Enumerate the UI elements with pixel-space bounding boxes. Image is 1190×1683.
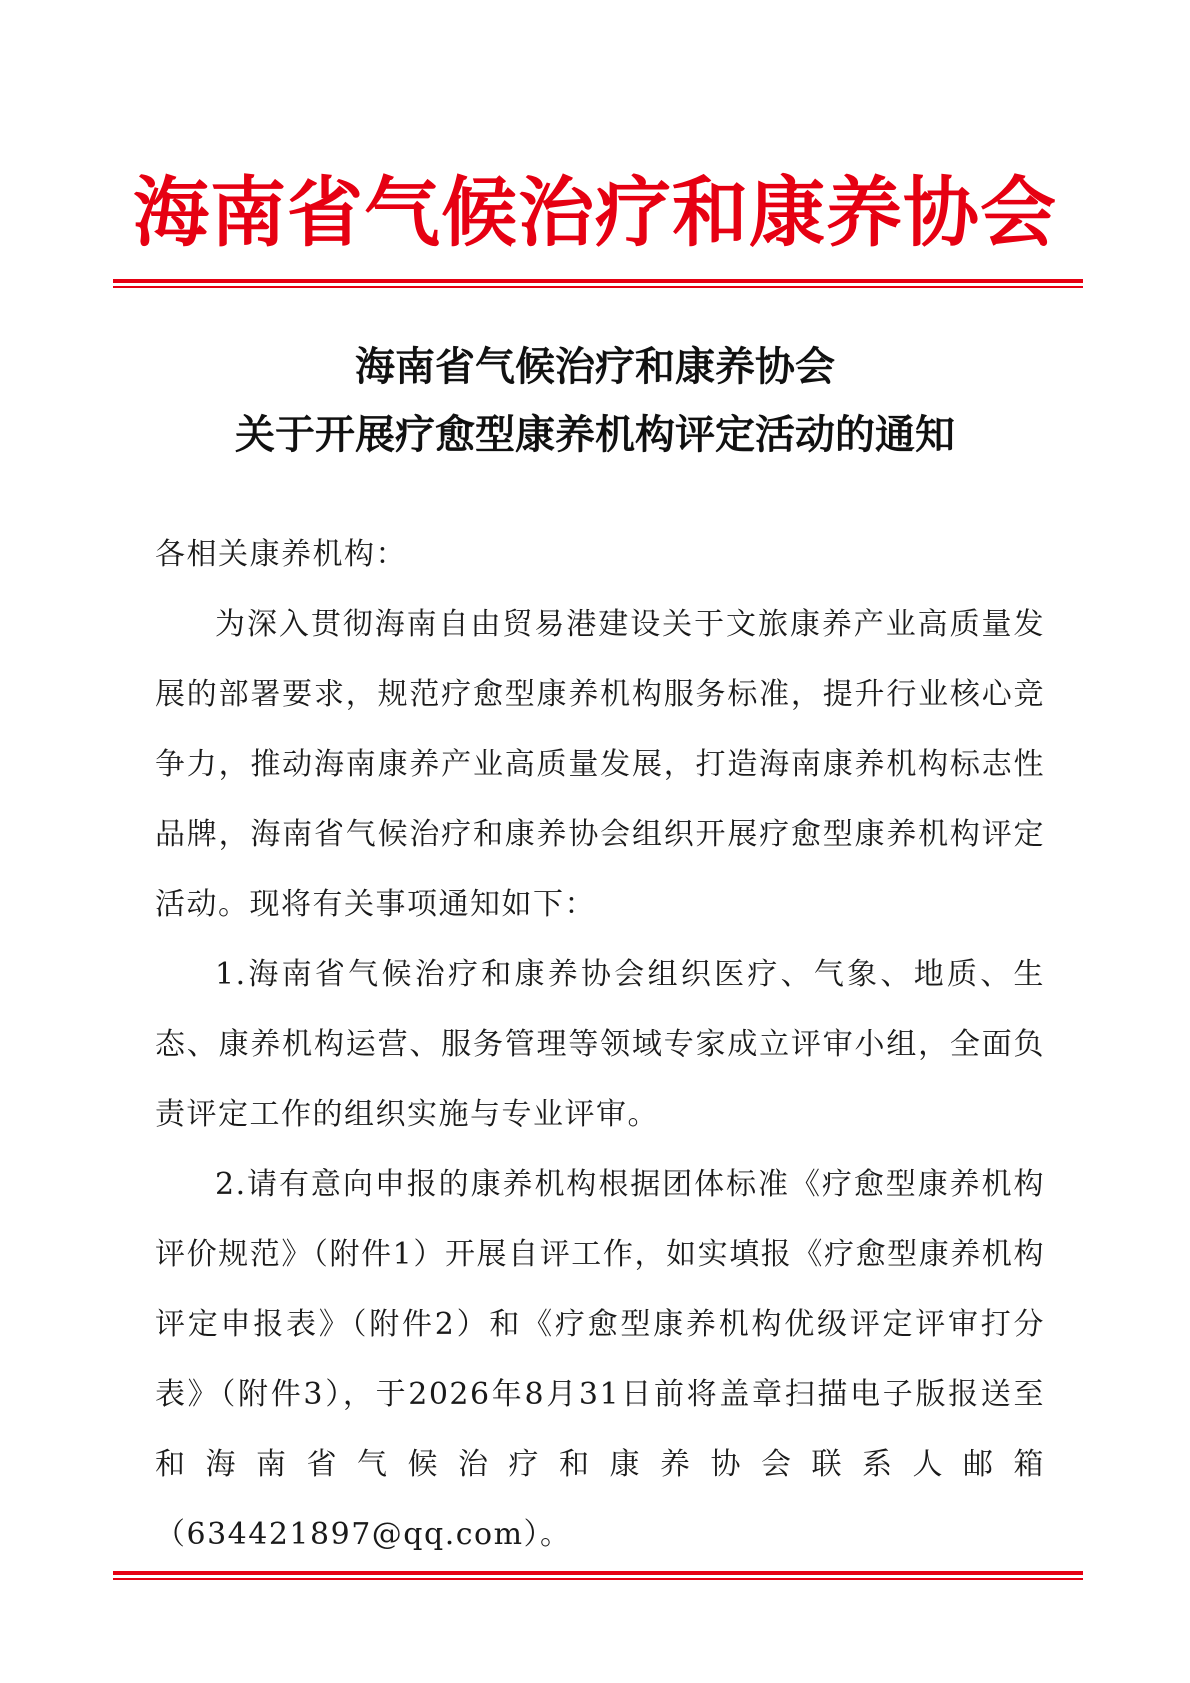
header-rule <box>113 279 1083 288</box>
footer-rule <box>113 1571 1083 1580</box>
paragraph-item-2: 2.请有意向申报的康养机构根据团体标准《疗愈型康养机构评价规范》（附件1）开展自评工作，如实填报《疗愈型康养机构评定申报表》（附件2）和《疗愈型康养机构优级评定评审打分表》（附件3），于2026年8月31日前将盖章扫描电子版报送至和海南省气候治疗和康养协会联系人邮箱（634421897@qq.com）。 <box>155 1167 1045 1552</box>
salutation: 各相关康养机构： <box>155 537 407 572</box>
document-title-line-1: 海南省气候治疗和康养协会 <box>355 343 835 390</box>
document-title-line-2: 关于开展疗愈型康养机构评定活动的通知 <box>235 411 955 458</box>
document-body <box>155 520 1045 1570</box>
org-masthead: 海南省气候治疗和康养协会 <box>133 168 1057 257</box>
paragraph-item-1: 1.海南省气候治疗和康养协会组织医疗、气象、地质、生态、康养机构运营、服务管理等领域专家成立评审小组，全面负责评定工作的组织实施与专业评审。 <box>155 957 1045 1132</box>
paragraph-intro: 为深入贯彻海南自由贸易港建设关于文旅康养产业高质量发展的部署要求，规范疗愈型康养机构服务标准，提升行业核心竞争力，推动海南康养产业高质量发展，打造海南康养机构标志性品牌，海南省气候治疗和康养协会组织开展疗愈型康养机构评定活动。现将有关事项通知如下： <box>155 607 1045 922</box>
